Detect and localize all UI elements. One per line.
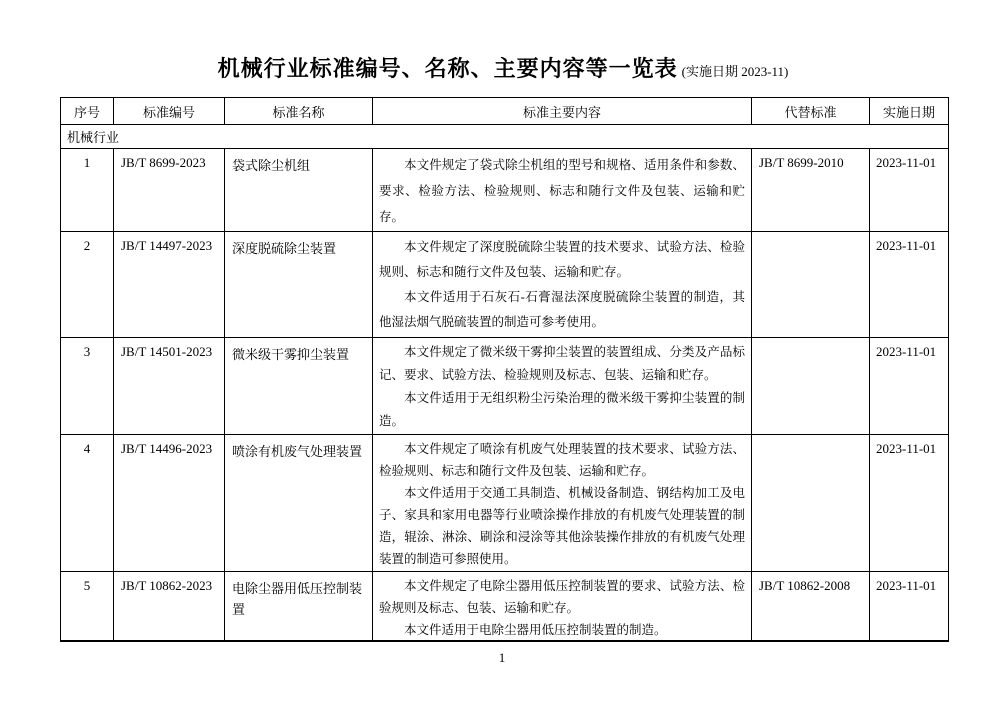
- table-header-row: [61, 98, 949, 125]
- content-scope: 本文件规定了喷涂有机废气处理装置的技术要求、试验方法、检验规则、标志和随行文件及包装、运输和贮存。: [379, 442, 745, 478]
- cell-main-content: [373, 149, 752, 232]
- content-scope: 本文件规定了深度脱硫除尘装置的技术要求、试验方法、检验规则、标志和随行文件及包装、运输和贮存。: [379, 240, 745, 279]
- cell-standard-name: 电除尘器用低压控制装置: [225, 572, 373, 642]
- cell-standard-code: JB/T 8699-2023: [114, 149, 225, 232]
- content-application: 本文件适用于交通工具制造、机械设备制造、钢结构加工及电子、家具和家用电器等行业喷涂操作排放的有机废气处理装置的制造，辊涂、淋涂、刷涂和浸涂等其他涂装操作排放的有机废气处理装置的制造可参照使用。: [379, 486, 745, 566]
- cell-standard-name: 微米级干雾抑尘装置: [225, 338, 373, 435]
- cell-seq: 1: [61, 149, 114, 232]
- cell-seq: 3: [61, 338, 114, 435]
- cell-standard-code: JB/T 14501-2023: [114, 338, 225, 435]
- standards-table: [60, 97, 949, 642]
- col-header-standard-name: 标准名称: [225, 98, 373, 125]
- cell-standard-code: JB/T 14496-2023: [114, 435, 225, 572]
- cell-standard-name: 袋式除尘机组: [225, 149, 373, 232]
- cell-seq: 4: [61, 435, 114, 572]
- cell-replaced-standard: [752, 435, 870, 572]
- content-scope: 本文件规定了微米级干雾抑尘装置的装置组成、分类及产品标记、要求、试验方法、检验规则及标志、包装、运输和贮存。: [379, 345, 745, 382]
- table-row: [61, 572, 949, 642]
- main-content-text: [373, 435, 751, 571]
- col-header-replaced-standard: 代替标准: [752, 98, 870, 125]
- main-content-text: [373, 149, 751, 231]
- cell-implementation-date: 2023-11-01: [870, 149, 949, 232]
- cell-implementation-date: 2023-11-01: [870, 232, 949, 338]
- main-content-text: [373, 338, 751, 434]
- cell-standard-code: JB/T 10862-2023: [114, 572, 225, 642]
- document-title-suffix: (实施日期 2023-11): [681, 64, 789, 79]
- content-application: [379, 230, 745, 231]
- cell-seq: 5: [61, 572, 114, 642]
- cell-main-content: [373, 572, 752, 642]
- cell-implementation-date: 2023-11-01: [870, 572, 949, 642]
- content-application: 本文件适用于石灰石-石膏湿法深度脱硫除尘装置的制造，其他湿法烟气脱硫装置的制造可参考使用。: [379, 290, 745, 329]
- cell-standard-name: 喷涂有机废气处理装置: [225, 435, 373, 572]
- cell-seq: 2: [61, 232, 114, 338]
- cell-implementation-date: 2023-11-01: [870, 435, 949, 572]
- section-row: [61, 125, 949, 149]
- cell-replaced-standard: [752, 338, 870, 435]
- table-row: [61, 149, 949, 232]
- document-title-text: 机械行业标准编号、名称、主要内容等一览表: [217, 56, 678, 81]
- page-number: 1: [498, 650, 506, 665]
- col-header-main-content: 标准主要内容: [373, 98, 752, 125]
- col-header-standard-code: 标准编号: [114, 98, 225, 125]
- cell-standard-name: 深度脱硫除尘装置: [225, 232, 373, 338]
- col-header-seq: 序号: [61, 98, 114, 125]
- cell-main-content: [373, 435, 752, 572]
- cell-implementation-date: 2023-11-01: [870, 338, 949, 435]
- cell-standard-code: JB/T 14497-2023: [114, 232, 225, 338]
- section-label: 机械行业: [61, 125, 949, 149]
- table-row: [61, 338, 949, 435]
- col-header-implementation-date: 实施日期: [870, 98, 949, 125]
- main-content-text: [373, 232, 751, 337]
- content-scope: 本文件规定了袋式除尘机组的型号和规格、适用条件和参数、要求、检验方法、检验规则、标志和随行文件及包装、运输和贮存。: [379, 158, 745, 224]
- content-scope: 本文件规定了电除尘器用低压控制装置的要求、试验方法、检验规则及标志、包装、运输和贮存。: [379, 579, 745, 615]
- cell-main-content: [373, 232, 752, 338]
- cell-replaced-standard: [752, 232, 870, 338]
- document-title: [58, 52, 948, 83]
- content-application: 本文件适用于电除尘器用低压控制装置的制造。: [404, 623, 667, 637]
- cell-main-content: [373, 338, 752, 435]
- cell-replaced-standard: JB/T 8699-2010: [752, 149, 870, 232]
- main-content-text: [373, 572, 751, 640]
- content-application: 本文件适用于无组织粉尘污染治理的微米级干雾抑尘装置的制造。: [379, 391, 745, 428]
- table-row: [61, 435, 949, 572]
- table-row: [61, 232, 949, 338]
- cell-replaced-standard: JB/T 10862-2008: [752, 572, 870, 642]
